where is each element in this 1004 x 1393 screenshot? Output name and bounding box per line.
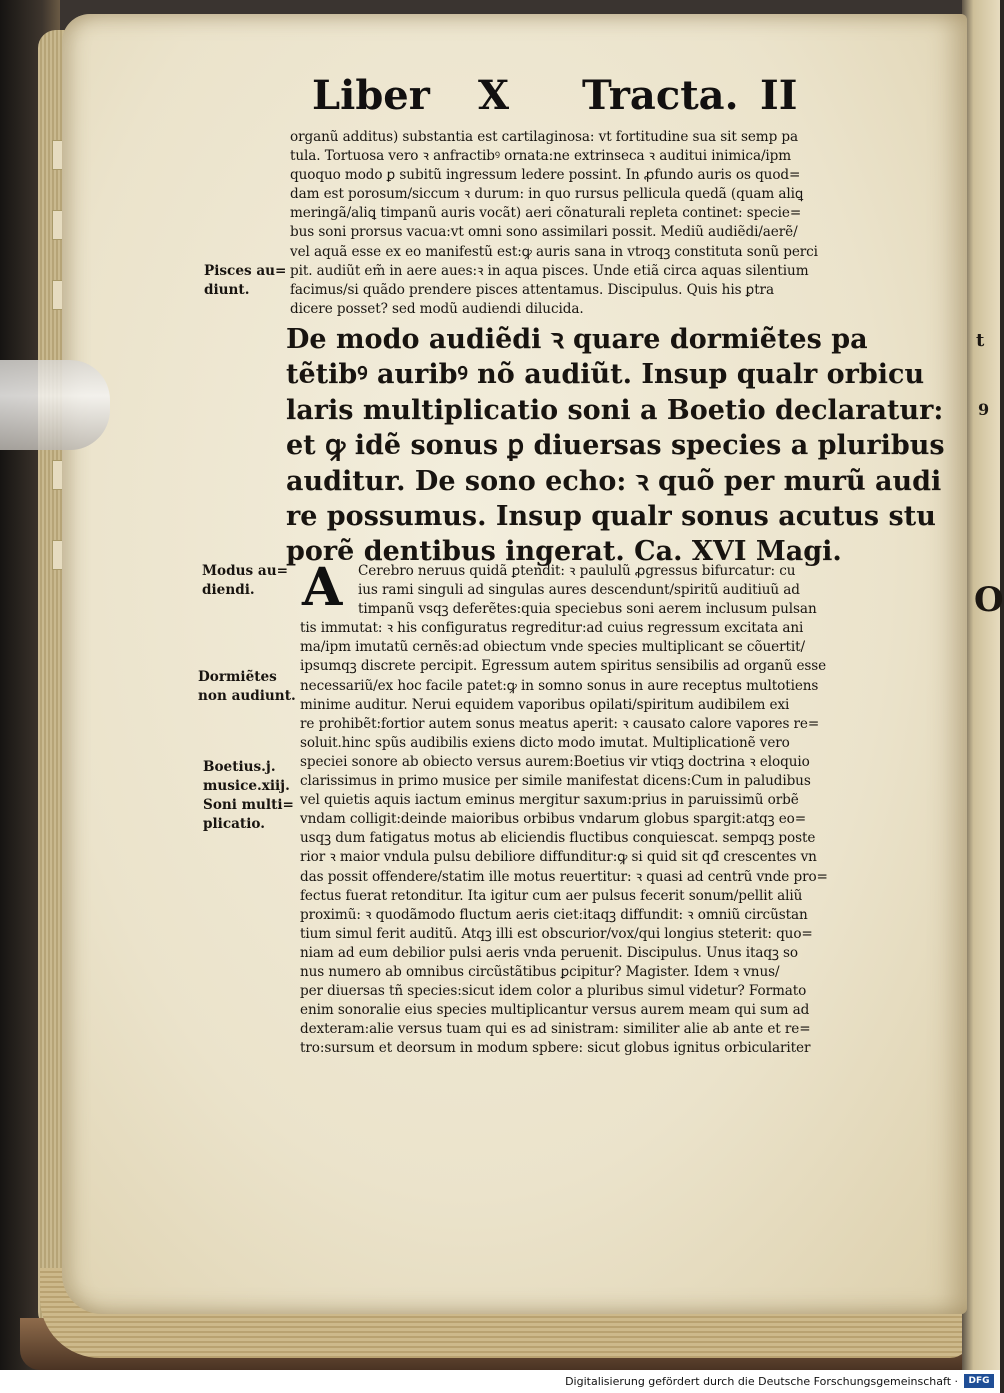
text-line: proximũ: ꝛ quodãmodo fluctum aeris ciet:itaqꝫ diffundit: ꝛ omniũ circũstan: [300, 906, 808, 923]
text-line: dicere posset? sed modũ audiendi dilucida.: [290, 300, 584, 317]
text-line: vel aquã esse ex eo manifestũ est:ꝙ auris sana in vtroqꝫ constituta sonũ perci: [290, 243, 818, 260]
text-line: vndam colligit:deinde maioribus orbibus vndarum globus spargit:atqꝫ eo=: [300, 811, 807, 828]
text-line: dam est porosum/siccum ꝛ durum: in quo rursus pellicula quedã (quam aliꝗ: [290, 186, 804, 203]
footer-credit: Digitalisierung gefördert durch die Deutsche Forschungsgemeinschaft ·: [565, 1375, 958, 1388]
marginal-line: musice.xiij.: [203, 778, 290, 794]
text-line: pit. audiũt em̃ in aere aues:ꝛ in aqua pisces. Unde etiã circa aquas silentium: [290, 262, 809, 279]
heading-line: tẽtibꝰ auribꝰ nõ audiũt. Insup qualr orbicu: [286, 359, 925, 391]
text-line: soluit.hinc spũs audibilis exiens dicto modo imutat. Multiplicationẽ vero: [300, 734, 790, 751]
text-line: meringã/aliꝗ timpanũ auris vocãt) aeri cõnaturali repleta continet: specie=: [290, 205, 802, 222]
facing-page-edge: t 9 O: [962, 0, 1000, 1370]
text-block-1: [290, 128, 872, 319]
text-line: das possit offendere/statim ille motus reuertitur: ꝛ quasi ad centrũ vnde pro=: [300, 868, 828, 885]
text-line: quoquo modo ꝑ subitũ ingressum ledere possint. In ꝓfundo auris os quod=: [290, 167, 801, 184]
marginal-note-dormientes: [198, 668, 296, 706]
text-line: facimus/si quãdo prendere pisces attentamus. Discipulus. Quis his ꝑtra: [290, 281, 774, 298]
text-line: clarissimus in primo musice per simile manifestat dicens:Cum in paludibus: [300, 773, 811, 790]
text-line: vel quietis aquis iactum eminus mergitur saxum:prius in paruissimũ orbẽ: [300, 792, 799, 809]
heading-line: laris multiplicatio soni a Boetio declaratur:: [286, 394, 944, 426]
marginal-line: Soni multi=: [203, 797, 294, 813]
text-line: tis immutat: ꝛ his configuratus regreditur:ad cuius regressum excitata ani: [300, 620, 804, 637]
text-line: minime auditur. Nerui equidem vaporibus opilati/spiritum audibilem exi: [300, 696, 790, 713]
running-header: [310, 72, 830, 128]
heading-line: De modo audiẽdi ꝛ quare dormiẽtes pa: [286, 324, 868, 355]
text-line: tium simul ferit auditũ. Atqꝫ illi est obscurior/vox/qui longius steterit: quo=: [300, 925, 813, 942]
text-line: ipsumqꝫ discrete percipit. Egressum autem spiritus sensibilis ad organũ esse: [300, 658, 827, 675]
text-line: necessariũ/ex hoc facile patet:ꝙ in somno sonus in aure receptus multotiens: [300, 677, 819, 694]
marginal-line: Boetius.j.: [203, 759, 276, 775]
heading-line: porẽ dentibus ingerat. Ca. XVI Magi.: [286, 536, 842, 568]
marginal-line: Dormiẽtes: [198, 669, 277, 685]
heading-line: re possumus. Insup qualr sonus acutus stu: [286, 501, 936, 533]
header-tracta-number: II: [760, 72, 798, 119]
marginal-line: non audiunt.: [198, 688, 296, 704]
marginal-line: diendi.: [202, 582, 255, 598]
marginal-note-modus: [202, 562, 288, 600]
drop-capital: A: [302, 557, 343, 618]
dfg-logo: DFG: [964, 1374, 994, 1388]
text-line: speciei sonore ab obiecto versus aurem:Boetius vir vtiqꝫ doctrina ꝛ eloquio: [300, 753, 810, 770]
text-line: ma/ipm imutatũ cernẽs:ad obiectum vnde species multiplicant se cõuertit/: [300, 639, 805, 656]
marginal-note-pisces: [204, 262, 286, 300]
header-liber-number: X: [478, 72, 510, 119]
header-tracta: Tracta.: [582, 72, 739, 119]
marginal-line: Modus au=: [202, 563, 288, 579]
text-line: rior ꝛ maior vndula pulsu debiliore diffunditur:ꝙ si quid sit qđ crescentes vn: [300, 849, 817, 866]
marginal-line: plicatio.: [203, 816, 265, 832]
marginal-line: Pisces au=: [204, 263, 287, 279]
text-line: ius rami singuli ad singulas aures descendunt/spiritũ auditiuũ ad: [358, 582, 800, 599]
heading-line: et ꝙ idẽ sonus ꝑ diuersas species a pluribus: [286, 430, 945, 462]
text-line: bus soni prorsus vacua:vt omni sono assimilari possit. Mediũ audiẽdi/aerẽ/: [290, 224, 798, 241]
text-line: Cerebro neruus quidã ꝑtendit: ꝛ paululũ ꝓgressus bifurcatur: cu: [358, 563, 796, 579]
text-block-2: [300, 557, 876, 1058]
text-line: nus numero ab omnibus circũstãtibus ꝑcipitur? Magister. Idem ꝛ vnus/: [300, 963, 780, 980]
text-line: re prohibẽt:fortior autem sonus meatus aperit: ꝛ causato calore vapores re=: [300, 715, 820, 732]
text-line: fectus fuerat retonditur. Ita igitur cum aer pulsus fecerit sonum/pellit aliũ: [300, 887, 803, 904]
text-line: enim sonoralie eius species multiplicantur versus aurem meam qui sum ad: [300, 1002, 810, 1019]
text-line: timpanũ vsqꝫ deferẽtes:quia speciebus soni aerem inclusum pulsan: [358, 601, 817, 618]
text-line: tula. Tortuosa vero ꝛ anfractibꝰ ornata:ne extrinseca ꝛ auditui inimica/ipm: [290, 148, 792, 165]
text-line: tro:sursum et deorsum in modum spbere: sicut globus ignitus orbiculariter: [300, 1040, 811, 1057]
text-line: per diuersas tñ species:sicut idem color a pluribus simul videtur? Formato: [300, 983, 807, 1000]
marginal-line: diunt.: [204, 282, 250, 298]
marginal-note-boetius: [203, 758, 294, 834]
book-clip: [0, 360, 110, 450]
text-line: usqꝫ dum fatigatus motus ab eliciendis fluctibus conquiescat. sempqꝫ poste: [300, 830, 816, 847]
heading-line: auditur. De sono echo: ꝛ quõ per murũ audi: [286, 465, 942, 497]
text-line: dexteram:alie versus tuam qui es ad sinistram: similiter alie ab ante et re=: [300, 1021, 811, 1038]
chapter-heading: [286, 322, 945, 570]
header-liber: Liber: [312, 72, 430, 119]
text-line: niam ad eum debilior pulsi aeris vnda peruenit. Discipulus. Unus itaqꝫ so: [300, 944, 798, 961]
text-line: organũ additus) substantia est cartilaginosa: vt fortitudine sua sit semp pa: [290, 129, 798, 145]
